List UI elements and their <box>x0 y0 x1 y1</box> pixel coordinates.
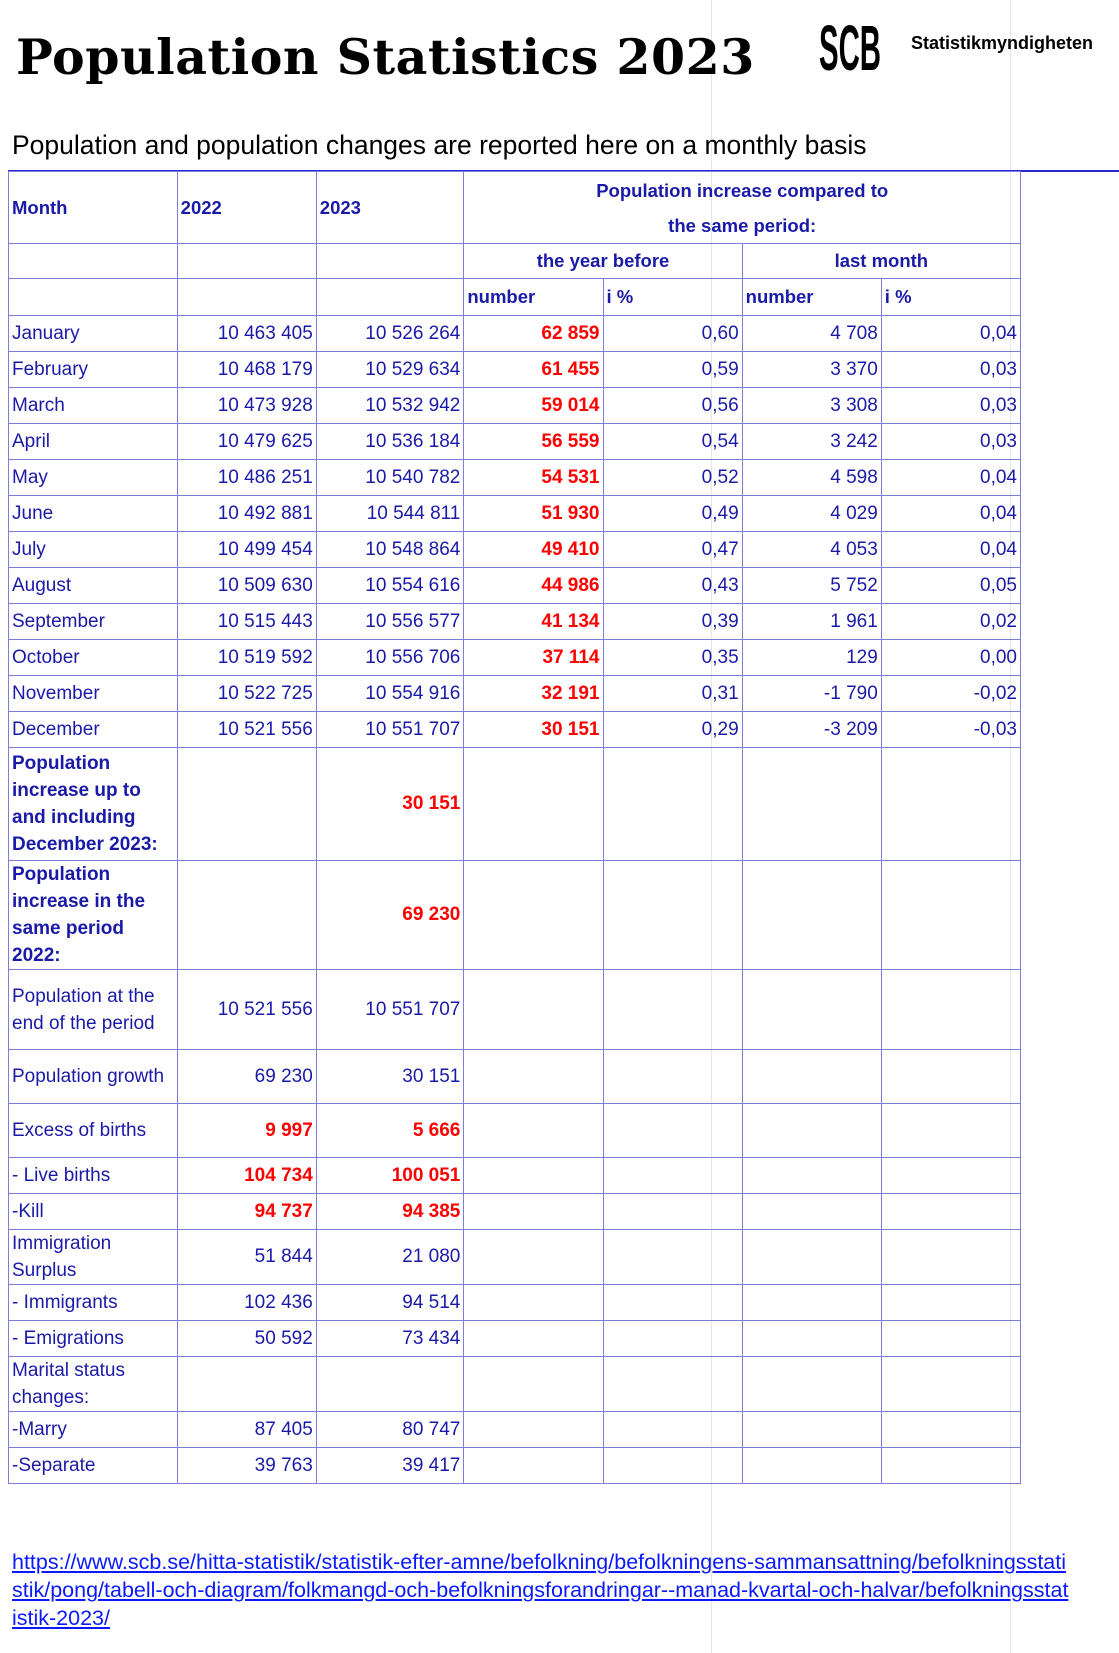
summary-2022-cell: 94 737 <box>177 1194 316 1230</box>
scb-logo-mark: SCB <box>819 12 881 84</box>
month-cell: August <box>9 568 178 604</box>
year-before-number-cell: 49 410 <box>464 532 603 568</box>
empty-cell <box>881 1285 1020 1321</box>
empty-cell <box>603 1194 742 1230</box>
year-before-number-cell: 41 134 <box>464 604 603 640</box>
month-cell: June <box>9 496 178 532</box>
last-month-number-cell: 3 308 <box>742 388 881 424</box>
summary-label-cell: Population growth <box>9 1050 178 1104</box>
summary-2023-cell: 94 385 <box>316 1194 464 1230</box>
empty-cell <box>881 1158 1020 1194</box>
empty-cell <box>464 1321 603 1357</box>
empty-cell <box>881 1104 1020 1158</box>
table-row <box>9 424 1021 460</box>
empty-cell <box>9 279 178 316</box>
summary-2022-cell: 39 763 <box>177 1448 316 1484</box>
value-2022-cell: 10 473 928 <box>177 388 316 424</box>
table-row <box>9 316 1021 352</box>
summary-2023-cell: 21 080 <box>316 1230 464 1285</box>
empty-cell <box>603 970 742 1050</box>
col-increase-line1: Population increase compared to <box>596 179 889 201</box>
last-month-number-cell: 5 752 <box>742 568 881 604</box>
last-month-pct-cell: 0,00 <box>881 640 1020 676</box>
year-before-number-cell: 51 930 <box>464 496 603 532</box>
increase-2022-row <box>9 861 1021 970</box>
summary-row <box>9 1285 1021 1321</box>
last-month-pct-cell: 0,03 <box>881 424 1020 460</box>
increase-2023-row <box>9 748 1021 861</box>
scb-logo-icon <box>818 12 882 84</box>
empty-cell <box>881 1448 1020 1484</box>
value-2022-cell: 10 468 179 <box>177 352 316 388</box>
year-before-pct-cell: 0,54 <box>603 424 742 460</box>
empty-cell <box>464 1357 603 1412</box>
empty-cell <box>464 1230 603 1285</box>
source-link[interactable]: https://www.scb.se/hitta-statistik/statistik-efter-amne/befolkning/befolkningens-sammansattning/befolkningsstatistik/pong/tabell-och-diagram/folkmangd-och-befolkningsforandringar--manad-kvartal-och-halvar/befolkningsstatistik-2023/ <box>12 1550 1069 1630</box>
summary-label-cell: - Immigrants <box>9 1285 178 1321</box>
value-2022-cell: 10 463 405 <box>177 316 316 352</box>
last-month-pct-cell: 0,05 <box>881 568 1020 604</box>
last-month-number-cell: 129 <box>742 640 881 676</box>
last-month-number-cell: 1 961 <box>742 604 881 640</box>
month-cell: February <box>9 352 178 388</box>
year-before-number-cell: 37 114 <box>464 640 603 676</box>
empty-cell <box>464 1158 603 1194</box>
year-before-pct-cell: 0,49 <box>603 496 742 532</box>
col-yb-number-header: number <box>464 279 603 316</box>
value-2023-cell: 10 548 864 <box>316 532 464 568</box>
summary-label-cell: Immigration Surplus <box>9 1230 178 1285</box>
value-2023-cell: 10 554 916 <box>316 676 464 712</box>
summary-row <box>9 1357 1021 1412</box>
value-2022-cell: 10 522 725 <box>177 676 316 712</box>
month-cell: March <box>9 388 178 424</box>
value-2023-cell: 10 551 707 <box>316 712 464 748</box>
year-before-number-cell: 30 151 <box>464 712 603 748</box>
year-before-number-cell: 32 191 <box>464 676 603 712</box>
header-row <box>9 172 1021 244</box>
year-before-number-cell: 61 455 <box>464 352 603 388</box>
empty-cell <box>177 244 316 279</box>
empty-cell <box>9 244 178 279</box>
summary-label-cell: -Kill <box>9 1194 178 1230</box>
summary-2023-cell: 100 051 <box>316 1158 464 1194</box>
col-increase-line2: the same period: <box>668 214 817 236</box>
summary-2023-cell: 80 747 <box>316 1412 464 1448</box>
last-month-number-cell: 3 370 <box>742 352 881 388</box>
summary-2023-cell: 30 151 <box>316 1050 464 1104</box>
year-before-pct-cell: 0,31 <box>603 676 742 712</box>
empty-cell <box>464 970 603 1050</box>
last-month-pct-cell: -0,02 <box>881 676 1020 712</box>
year-before-number-cell: 59 014 <box>464 388 603 424</box>
value-2022-cell: 10 486 251 <box>177 460 316 496</box>
value-2023-cell: 10 536 184 <box>316 424 464 460</box>
summary-2022-cell: 69 230 <box>177 1050 316 1104</box>
empty-cell <box>464 1194 603 1230</box>
value-2023-cell: 10 554 616 <box>316 568 464 604</box>
year-before-pct-cell: 0,56 <box>603 388 742 424</box>
empty-cell <box>881 1357 1020 1412</box>
increase-label-cell: Population increase in the same period 2022: <box>9 861 178 970</box>
empty-cell <box>177 748 316 861</box>
empty-cell <box>742 1285 881 1321</box>
month-cell: October <box>9 640 178 676</box>
year-before-pct-cell: 0,39 <box>603 604 742 640</box>
value-2023-cell: 10 529 634 <box>316 352 464 388</box>
empty-cell <box>881 1050 1020 1104</box>
table-row <box>9 604 1021 640</box>
empty-cell <box>603 748 742 861</box>
empty-cell <box>742 1050 881 1104</box>
last-month-pct-cell: 0,04 <box>881 316 1020 352</box>
empty-cell <box>881 1230 1020 1285</box>
last-month-number-cell: 3 242 <box>742 424 881 460</box>
empty-cell <box>742 748 881 861</box>
last-month-pct-cell: 0,03 <box>881 388 1020 424</box>
summary-label-cell: - Live births <box>9 1158 178 1194</box>
col-2023-header: 2023 <box>316 172 464 244</box>
value-2022-cell: 10 515 443 <box>177 604 316 640</box>
logo-text: Statistikmyndigheten <box>911 33 1094 53</box>
empty-cell <box>603 1448 742 1484</box>
month-cell: April <box>9 424 178 460</box>
year-before-pct-cell: 0,60 <box>603 316 742 352</box>
table-row <box>9 352 1021 388</box>
col-yb-pct-header: i % <box>603 279 742 316</box>
table-row <box>9 676 1021 712</box>
last-month-pct-cell: 0,04 <box>881 532 1020 568</box>
col-last-month-header: last month <box>742 244 1020 279</box>
year-before-number-cell: 56 559 <box>464 424 603 460</box>
summary-2022-cell: 102 436 <box>177 1285 316 1321</box>
last-month-number-cell: 4 598 <box>742 460 881 496</box>
empty-cell <box>316 279 464 316</box>
last-month-pct-cell: 0,02 <box>881 604 1020 640</box>
last-month-pct-cell: -0,03 <box>881 712 1020 748</box>
summary-2023-cell: 94 514 <box>316 1285 464 1321</box>
empty-cell <box>742 1194 881 1230</box>
table-row <box>9 532 1021 568</box>
last-month-number-cell: -3 209 <box>742 712 881 748</box>
empty-cell <box>464 1285 603 1321</box>
table-row <box>9 640 1021 676</box>
empty-cell <box>603 1285 742 1321</box>
col-increase-header <box>464 172 1021 244</box>
value-2023-cell: 10 544 811 <box>316 496 464 532</box>
empty-cell <box>603 1104 742 1158</box>
empty-cell <box>881 970 1020 1050</box>
summary-row <box>9 1230 1021 1285</box>
empty-cell <box>603 1158 742 1194</box>
summary-2022-cell: 9 997 <box>177 1104 316 1158</box>
month-cell: July <box>9 532 178 568</box>
year-before-number-cell: 62 859 <box>464 316 603 352</box>
summary-label-cell: Excess of births <box>9 1104 178 1158</box>
empty-cell <box>742 1321 881 1357</box>
summary-label-cell: -Separate <box>9 1448 178 1484</box>
empty-cell <box>881 1194 1020 1230</box>
empty-cell <box>742 1104 881 1158</box>
table-row <box>9 460 1021 496</box>
empty-cell <box>742 1158 881 1194</box>
empty-cell <box>881 1412 1020 1448</box>
empty-cell <box>603 1230 742 1285</box>
value-2023-cell: 10 540 782 <box>316 460 464 496</box>
value-2022-cell: 10 519 592 <box>177 640 316 676</box>
summary-row <box>9 1194 1021 1230</box>
summary-row <box>9 1158 1021 1194</box>
subheader-row-2 <box>9 279 1021 316</box>
empty-cell <box>464 1050 603 1104</box>
empty-cell <box>742 861 881 970</box>
summary-2023-cell: 73 434 <box>316 1321 464 1357</box>
col-2022-header: 2022 <box>177 172 316 244</box>
page-subtitle: Population and population changes are reported here on a monthly basis <box>12 130 867 160</box>
col-lm-pct-header: i % <box>881 279 1020 316</box>
summary-2022-cell: 51 844 <box>177 1230 316 1285</box>
value-2023-cell: 10 556 577 <box>316 604 464 640</box>
table-row <box>9 568 1021 604</box>
empty-cell <box>742 1357 881 1412</box>
last-month-pct-cell: 0,03 <box>881 352 1020 388</box>
empty-cell <box>742 1448 881 1484</box>
empty-cell <box>742 1230 881 1285</box>
summary-2022-cell: 50 592 <box>177 1321 316 1357</box>
value-2022-cell: 10 479 625 <box>177 424 316 460</box>
empty-cell <box>464 748 603 861</box>
summary-2022-cell: 104 734 <box>177 1158 316 1194</box>
value-2022-cell: 10 492 881 <box>177 496 316 532</box>
table-row <box>9 712 1021 748</box>
increase-value-cell: 69 230 <box>316 861 464 970</box>
summary-row <box>9 1050 1021 1104</box>
table-row <box>9 388 1021 424</box>
page-title: Population Statistics 2023 <box>16 28 755 86</box>
year-before-pct-cell: 0,52 <box>603 460 742 496</box>
empty-cell <box>177 861 316 970</box>
empty-cell <box>464 1412 603 1448</box>
month-cell: November <box>9 676 178 712</box>
value-2023-cell: 10 556 706 <box>316 640 464 676</box>
last-month-number-cell: 4 708 <box>742 316 881 352</box>
year-before-number-cell: 54 531 <box>464 460 603 496</box>
last-month-number-cell: 4 029 <box>742 496 881 532</box>
month-cell: January <box>9 316 178 352</box>
summary-2022-cell <box>177 1357 316 1412</box>
month-cell: September <box>9 604 178 640</box>
summary-2023-cell: 5 666 <box>316 1104 464 1158</box>
summary-label-cell: Population at the end of the period <box>9 970 178 1050</box>
empty-cell <box>464 1448 603 1484</box>
last-month-pct-cell: 0,04 <box>881 496 1020 532</box>
subheader-row <box>9 244 1021 279</box>
empty-cell <box>742 1412 881 1448</box>
summary-2023-cell <box>316 1357 464 1412</box>
col-year-before-header: the year before <box>464 244 742 279</box>
summary-label-cell: -Marry <box>9 1412 178 1448</box>
year-before-pct-cell: 0,59 <box>603 352 742 388</box>
summary-label-cell: - Emigrations <box>9 1321 178 1357</box>
increase-value-cell: 30 151 <box>316 748 464 861</box>
empty-cell <box>177 279 316 316</box>
summary-row <box>9 970 1021 1050</box>
empty-cell <box>603 861 742 970</box>
value-2022-cell: 10 521 556 <box>177 712 316 748</box>
empty-cell <box>316 244 464 279</box>
value-2022-cell: 10 509 630 <box>177 568 316 604</box>
month-cell: December <box>9 712 178 748</box>
year-before-pct-cell: 0,47 <box>603 532 742 568</box>
summary-2022-cell: 10 521 556 <box>177 970 316 1050</box>
last-month-number-cell: 4 053 <box>742 532 881 568</box>
empty-cell <box>881 1321 1020 1357</box>
col-lm-number-header: number <box>742 279 881 316</box>
population-table <box>8 171 1021 1484</box>
year-before-pct-cell: 0,35 <box>603 640 742 676</box>
empty-cell <box>464 1104 603 1158</box>
value-2023-cell: 10 526 264 <box>316 316 464 352</box>
empty-cell <box>603 1050 742 1104</box>
value-2023-cell: 10 532 942 <box>316 388 464 424</box>
empty-cell <box>464 861 603 970</box>
summary-2023-cell: 10 551 707 <box>316 970 464 1050</box>
empty-cell <box>603 1412 742 1448</box>
year-before-pct-cell: 0,29 <box>603 712 742 748</box>
summary-row <box>9 1104 1021 1158</box>
summary-row <box>9 1321 1021 1357</box>
empty-cell <box>742 970 881 1050</box>
value-2022-cell: 10 499 454 <box>177 532 316 568</box>
summary-2022-cell: 87 405 <box>177 1412 316 1448</box>
empty-cell <box>603 1357 742 1412</box>
table-row <box>9 496 1021 532</box>
year-before-number-cell: 44 986 <box>464 568 603 604</box>
empty-cell <box>881 861 1020 970</box>
summary-row <box>9 1412 1021 1448</box>
col-month-header: Month <box>9 172 178 244</box>
increase-label-cell: Population increase up to and including December 2023: <box>9 748 178 861</box>
empty-cell <box>603 1321 742 1357</box>
summary-row <box>9 1448 1021 1484</box>
summary-2023-cell: 39 417 <box>316 1448 464 1484</box>
month-cell: May <box>9 460 178 496</box>
empty-cell <box>881 748 1020 861</box>
summary-label-cell: Marital status changes: <box>9 1357 178 1412</box>
last-month-number-cell: -1 790 <box>742 676 881 712</box>
last-month-pct-cell: 0,04 <box>881 460 1020 496</box>
year-before-pct-cell: 0,43 <box>603 568 742 604</box>
